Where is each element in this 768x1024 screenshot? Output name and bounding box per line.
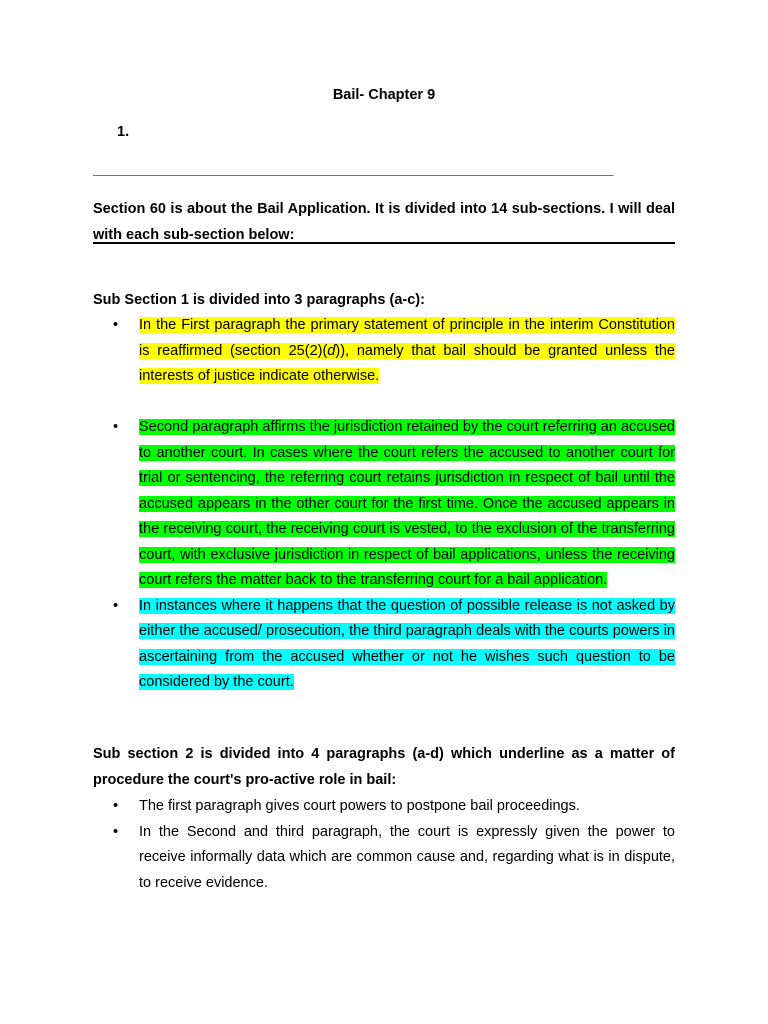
bullet-icon: •	[113, 798, 119, 814]
intro-paragraph: Section 60 is about the Bail Application. It is divided into 14 sub-sections. I will deal with each sub-section below:	[93, 201, 675, 243]
bullet-icon: •	[113, 597, 119, 614]
bullet-icon: •	[113, 823, 119, 840]
paragraph-b-text: Second paragraph affirms the jurisdiction retained by the court referring an accused to another court. In cases where the court refers the accused to another court for trial or sentencing, the referring court retains jurisdiction in respect of bail until the accused appears in the other court for the first time. Once the accused appears in the receiving court, the receiving court is vested, to the exclusion of the transferring court, with exclusive jurisdiction in respect of bail applications, unless the receiving court refers the matter back to the transferring court for a bail application.	[139, 419, 675, 588]
document-title: Bail- Chapter 9	[332, 87, 436, 103]
list-item	[93, 594, 675, 696]
list-item	[93, 794, 675, 820]
bullet-icon: •	[113, 419, 119, 435]
sub2-paragraph-a-text: The first paragraph gives court powers to postpone bail proceedings.	[139, 798, 580, 814]
sub-section-2-list	[93, 794, 675, 896]
sub-section-1-list	[93, 313, 675, 696]
bullet-icon: •	[113, 317, 119, 333]
sub2-paragraph-b-text: In the Second and third paragraph, the court is expressly given the power to receive informally data which are common cause and, regarding what is in dispute, to receive evidence.	[139, 823, 675, 891]
list-item	[93, 415, 675, 594]
list-spacer	[93, 390, 675, 416]
paragraph-c-text: In instances where it happens that the question of possible release is not asked by either the accused/ prosecution, the third paragraph deals with the courts powers in ascertaining from the accused whether or not he wishes such question to be considered by the court.	[139, 597, 675, 690]
list-item	[93, 820, 675, 897]
intro-underline	[93, 242, 675, 244]
paragraph-a-text: In the First paragraph the primary statement of principle in the interim Constitution is reaffirmed (section 25(2)(d)), namely that bail should be granted unless the interests of justice indicate otherwise.	[139, 317, 675, 384]
sub-section-2-heading: Sub section 2 is divided into 4 paragraphs (a-d) which underline as a matter of procedure the court's pro-active role in bail:	[93, 746, 675, 788]
list-item	[93, 313, 675, 390]
item-number: 1.	[117, 124, 130, 140]
horizontal-rule-line: ___________________________________________________________________	[93, 162, 614, 178]
sub-section-1-heading: Sub Section 1 is divided into 3 paragraphs (a-c):	[93, 292, 425, 308]
